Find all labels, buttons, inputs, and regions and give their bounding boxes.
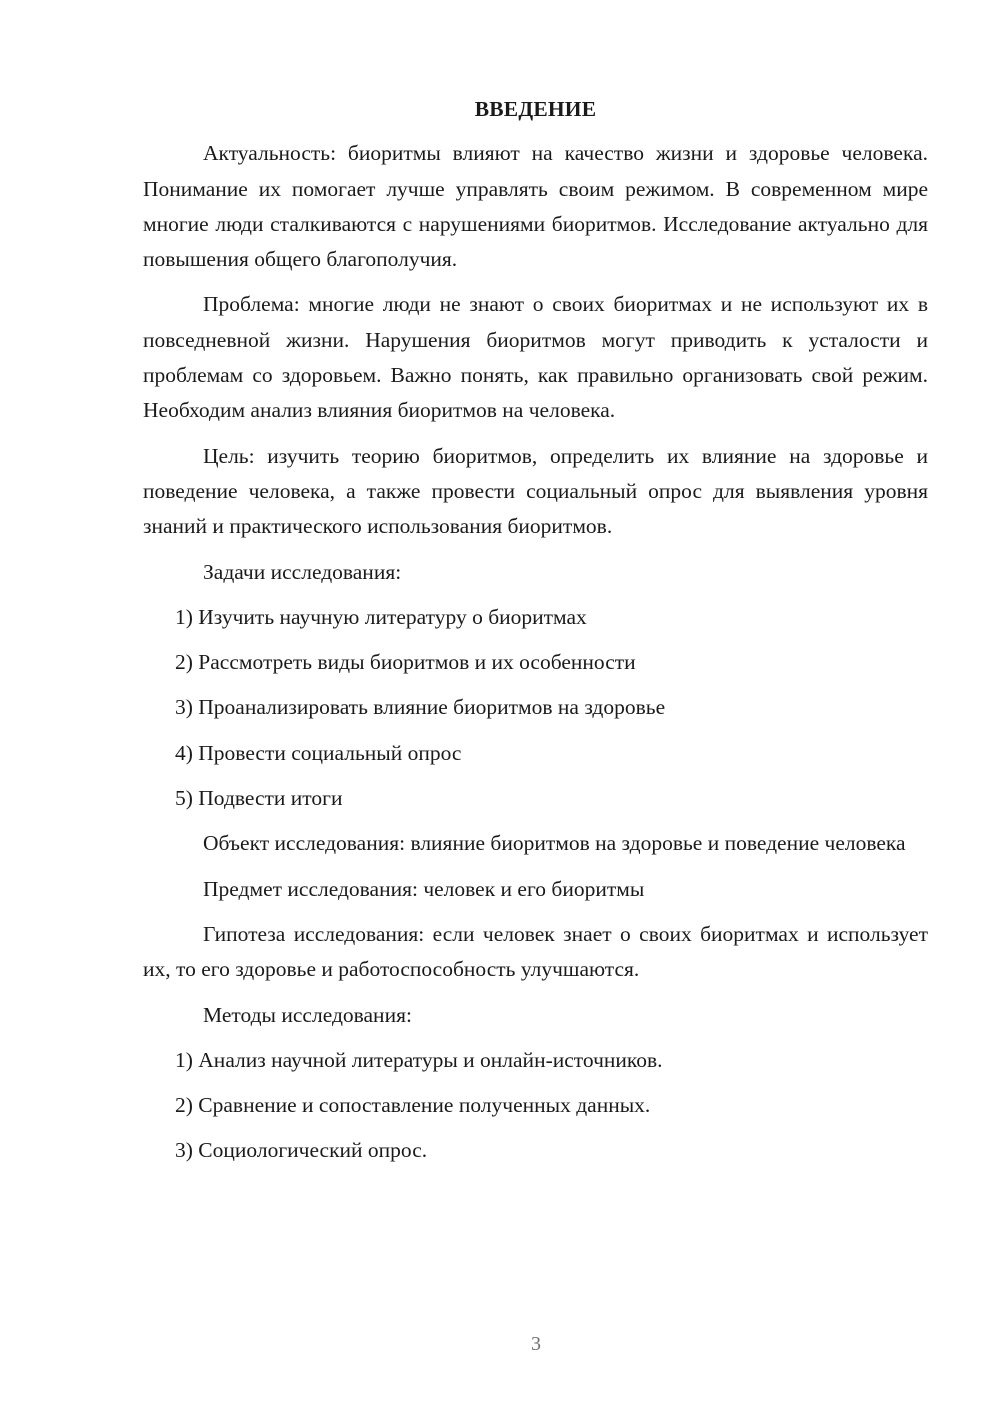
list-item: 2) Рассмотреть виды биоритмов и их особенности [175,650,636,675]
page-content [143,92,928,1179]
subject-paragraph: Предмет исследования: человек и его биоритмы [203,876,645,901]
list-item: 2) Сравнение и сопоставление полученных данных. [175,1093,651,1118]
methods-label: Методы исследования: [203,1002,412,1027]
list-item: 3) Проанализировать влияние биоритмов на здоровье [175,695,666,720]
methods-list [143,1043,928,1169]
section-heading: ВВЕДЕНИЕ [474,97,597,121]
hypothesis-paragraph: Гипотеза исследования: если человек знает о своих биоритмах и использует их, то его здоровье и работоспособность улучшаются. [143,921,928,982]
list-item: 1) Анализ научной литературы и онлайн-источников. [175,1047,663,1072]
page-number: 3 [531,1333,541,1355]
list-item: 5) Подвести итоги [175,786,343,811]
list-item: 1) Изучить научную литературу о биоритмах [175,604,587,629]
list-item: 3) Социологический опрос. [175,1138,428,1163]
goal-paragraph: Цель: изучить теорию биоритмов, определить их влияние на здоровье и поведение человека, а также провести социальный опрос для выявления уровня знаний и практического использования биоритмов. [143,443,928,539]
object-paragraph: Объект исследования: влияние биоритмов на здоровье и поведение человека [203,831,906,856]
tasks-label: Задачи исследования: [203,559,402,584]
relevance-paragraph: Актуальность: биоритмы влияют на качество жизни и здоровье человека. Понимание их помогает лучше управлять своим режимом. В современном мире многие люди сталкиваются с нарушениями биоритмов. Исследование актуально для повышения общего благополучия. [143,141,928,272]
tasks-list [143,600,928,816]
list-item: 4) Провести социальный опрос [175,740,462,765]
problem-paragraph: Проблема: многие люди не знают о своих биоритмах и не используют их в повседневной жизни. Нарушения биоритмов могут приводить к усталости и проблемам со здоровьем. Важно понять, как правильно организовать свой режим. Необходим анализ влияния биоритмов на человека. [143,292,928,423]
